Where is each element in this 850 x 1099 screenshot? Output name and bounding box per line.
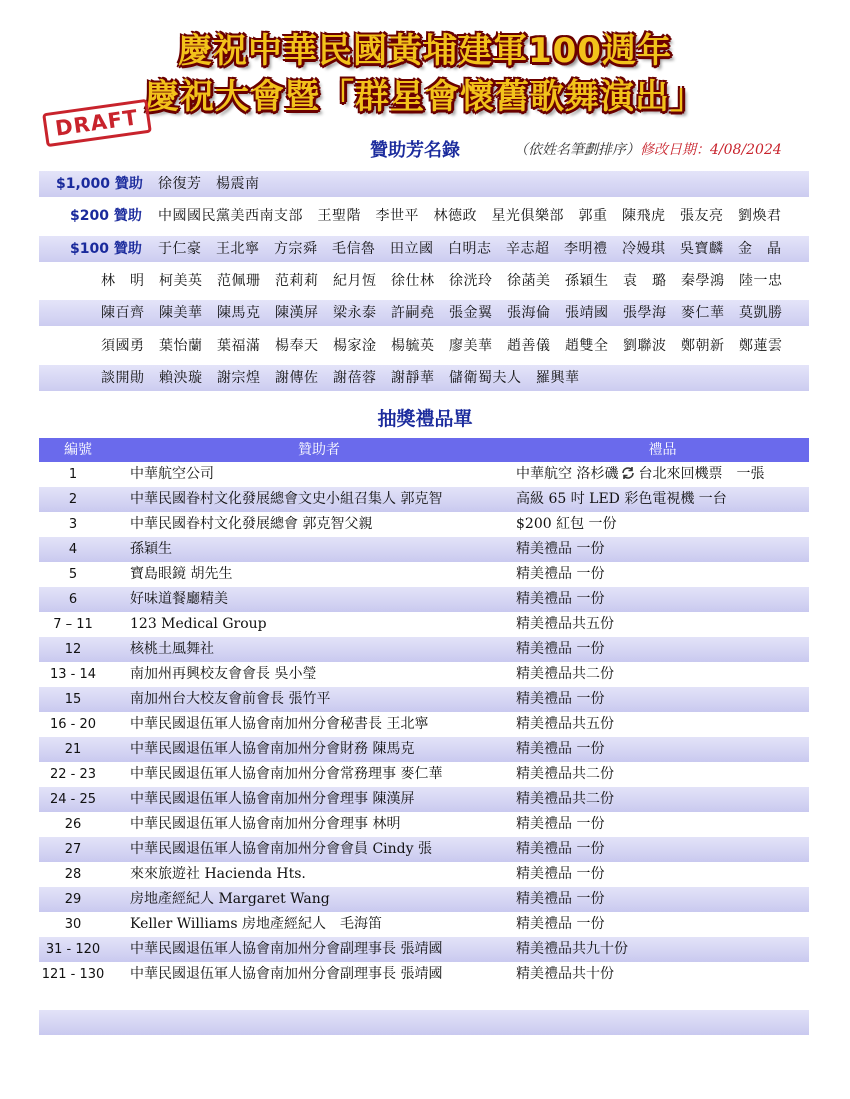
sponsor-tier-row bbox=[39, 203, 809, 229]
column-gift: 禮品 bbox=[648, 442, 677, 458]
table-row bbox=[39, 662, 809, 687]
table-row bbox=[39, 512, 809, 537]
prize-sponsor: 來來旅遊社 Hacienda Hts. bbox=[130, 866, 306, 882]
prize-number: 29 bbox=[64, 892, 82, 907]
prize-sponsor: 孫穎生 bbox=[130, 541, 172, 557]
prize-number: 2 bbox=[68, 492, 78, 507]
table-row bbox=[39, 612, 809, 637]
prize-number: 30 bbox=[64, 917, 82, 932]
prize-gift: 精美禮品 一份 bbox=[516, 566, 605, 582]
sponsor-tier-row bbox=[39, 171, 809, 197]
prize-number: 1 bbox=[68, 467, 78, 482]
table-row bbox=[39, 937, 809, 962]
table-row bbox=[39, 537, 809, 562]
tier-names: 徐復芳 楊震南 bbox=[158, 176, 260, 192]
prize-number: 21 bbox=[64, 742, 82, 757]
prize-gift: 精美禮品 一份 bbox=[516, 916, 605, 932]
prize-sponsor: 核桃土風舞社 bbox=[130, 641, 214, 657]
sponsor-list-heading: 贊助芳名錄 bbox=[370, 140, 460, 161]
prize-number: 27 bbox=[64, 842, 82, 857]
prize-gift: 精美禮品 一份 bbox=[516, 816, 605, 832]
prize-number: 12 bbox=[64, 642, 82, 657]
prize-number: 16 - 20 bbox=[49, 717, 97, 732]
tier-label: $200 贊助 bbox=[70, 208, 142, 224]
prize-sponsor: 中華民國退伍軍人協會南加州分會理事 林明 bbox=[130, 816, 401, 832]
prize-gift: 精美禮品 一份 bbox=[516, 741, 605, 757]
prize-sponsor: 中華民國眷村文化發展總會文史小組召集人 郭克智 bbox=[130, 491, 443, 507]
prize-number: 13 - 14 bbox=[49, 667, 97, 682]
prize-gift: 精美禮品共五份 bbox=[516, 716, 614, 732]
prize-gift: 精美禮品共五份 bbox=[516, 616, 614, 632]
table-row bbox=[39, 562, 809, 587]
sponsor-names-row bbox=[39, 268, 809, 294]
prize-number: 26 bbox=[64, 817, 82, 832]
prize-sponsor: 中華民國退伍軍人協會南加州分會財務 陳馬克 bbox=[130, 741, 415, 757]
prize-gift: 精美禮品共二份 bbox=[516, 791, 614, 807]
prize-sponsor: 中華民國退伍軍人協會南加州分會副理事長 張靖國 bbox=[130, 941, 443, 957]
modified-date: 修改日期：4/08/2024 bbox=[640, 142, 782, 158]
prize-number: 5 bbox=[68, 567, 78, 582]
prize-gift: 精美禮品 一份 bbox=[516, 591, 605, 607]
table-row bbox=[39, 887, 809, 912]
prize-gift: 精美禮品共二份 bbox=[516, 666, 614, 682]
prize-sponsor: 中華民國退伍軍人協會南加州分會副理事長 張靖國 bbox=[130, 966, 443, 982]
prize-sponsor: 房地產經紀人 Margaret Wang bbox=[130, 891, 330, 907]
column-number: 編號 bbox=[64, 442, 92, 458]
prize-gift: 精美禮品共九十份 bbox=[516, 941, 628, 957]
prize-gift: 精美禮品 一份 bbox=[516, 641, 605, 657]
prize-table-header bbox=[39, 438, 809, 462]
prize-number: 28 bbox=[64, 867, 82, 882]
table-row bbox=[39, 687, 809, 712]
sort-note-text: （依姓名筆劃排序） bbox=[514, 142, 640, 158]
prize-number: 24 - 25 bbox=[49, 792, 97, 807]
prize-gift: 精美禮品 一份 bbox=[516, 541, 605, 557]
tier-names: 中國國民黨美西南支部 王聖階 李世平 林德政 星光俱樂部 郭重 陳飛虎 張友亮 劉煥君 bbox=[158, 208, 782, 224]
sponsor-names-row bbox=[39, 333, 809, 359]
title-line-2: 慶祝大會暨「群星會懷舊歌舞演出」 bbox=[145, 77, 705, 117]
prize-number: 4 bbox=[68, 542, 78, 557]
prize-gift: $200 紅包 一份 bbox=[516, 516, 617, 532]
prize-sponsor: 中華民國退伍軍人協會南加州分會常務理事 麥仁華 bbox=[130, 766, 443, 782]
table-row bbox=[39, 587, 809, 612]
prize-sponsor: 南加州台大校友會前會長 張竹平 bbox=[130, 691, 331, 707]
table-footer-bar bbox=[39, 1010, 809, 1035]
prize-gift: 高級 65 吋 LED 彩色電視機 一台 bbox=[516, 491, 727, 507]
table-row bbox=[39, 962, 809, 987]
prize-number: 31 - 120 bbox=[45, 942, 101, 957]
prize-table bbox=[39, 438, 809, 987]
prize-gift: 精美禮品 一份 bbox=[516, 866, 605, 882]
tier-names: 須國勇 葉怡蘭 葉福滿 楊奉天 楊家淦 楊毓英 廖美華 趙善儀 趙雙全 劉聯波 鄭朝新 鄭蓮雲 bbox=[101, 338, 783, 354]
table-row bbox=[39, 812, 809, 837]
prize-gift: 精美禮品共十份 bbox=[516, 966, 614, 982]
tier-names: 陳百齊 陳美華 陳馬克 陳漢屏 梁永泰 許嗣堯 張金翼 張海倫 張靖國 張學海 麥仁華 莫凱勝 bbox=[101, 305, 783, 321]
prize-number: 121 - 130 bbox=[41, 967, 105, 982]
prize-sponsor: 南加州再興校友會會長 吳小瑩 bbox=[130, 666, 317, 682]
tier-names: 林 明 柯美英 范佩珊 范莉莉 紀月恆 徐仕林 徐洸玲 徐菡美 孫穎生 袁 璐 秦學鴻 陸一忠 bbox=[101, 273, 783, 289]
prize-gift: 精美禮品 一份 bbox=[516, 891, 605, 907]
table-row bbox=[39, 862, 809, 887]
prize-sponsor: 中華民國退伍軍人協會南加州分會會員 Cindy 張 bbox=[130, 841, 432, 857]
prize-number: 7 – 11 bbox=[53, 617, 93, 632]
prize-number: 15 bbox=[64, 692, 82, 707]
sponsor-names-row bbox=[39, 365, 809, 391]
prize-gift: 精美禮品共二份 bbox=[516, 766, 614, 782]
prize-gift: 精美禮品 一份 bbox=[516, 841, 605, 857]
prize-sponsor: 好味道餐廳精美 bbox=[130, 591, 228, 607]
prize-sponsor: 中華民國退伍軍人協會南加州分會秘書長 王北寧 bbox=[130, 716, 429, 732]
sponsor-names-row bbox=[39, 300, 809, 326]
table-row bbox=[39, 912, 809, 937]
tier-names: 于仁豪 王北寧 方宗舜 毛信魯 田立國 白明志 辛志超 李明禮 冷嫚琪 吳寶麟 金 晶 bbox=[158, 241, 782, 257]
table-row bbox=[39, 762, 809, 787]
prize-sponsor: 中華民國退伍軍人協會南加州分會理事 陳漢屏 bbox=[130, 791, 415, 807]
draft-stamp: DRAFT bbox=[42, 99, 151, 147]
sponsor-tier-row bbox=[39, 236, 809, 262]
prize-sponsor: 寶島眼鏡 胡先生 bbox=[130, 566, 233, 582]
title-line-1: 慶祝中華民國黃埔建軍100週年 bbox=[178, 31, 672, 71]
table-row bbox=[39, 637, 809, 662]
prize-number: 22 - 23 bbox=[49, 767, 97, 782]
table-row bbox=[39, 462, 809, 487]
table-row bbox=[39, 837, 809, 862]
prize-gift: 中華航空 洛杉磯 台北來回機票 一張 bbox=[516, 466, 765, 482]
table-row bbox=[39, 737, 809, 762]
prize-sponsor: Keller Williams 房地產經紀人 毛海笛 bbox=[130, 916, 383, 932]
prize-sponsor: 中華民國眷村文化發展總會 郭克智父親 bbox=[130, 516, 373, 532]
prize-number: 6 bbox=[68, 592, 78, 607]
tier-names: 談開勛 賴泱璇 謝宗煌 謝傳佐 謝蓓蓉 謝靜華 儲衛蜀夫人 羅興華 bbox=[101, 370, 580, 386]
prize-sponsor: 123 Medical Group bbox=[130, 616, 267, 632]
table-row bbox=[39, 787, 809, 812]
prize-list-heading: 抽獎禮品單 bbox=[377, 408, 473, 430]
table-row bbox=[39, 487, 809, 512]
column-sponsor: 贊助者 bbox=[298, 442, 340, 458]
sort-note bbox=[514, 139, 782, 159]
prize-number: 3 bbox=[68, 517, 78, 532]
tier-label: $1,000 贊助 bbox=[56, 176, 143, 192]
prize-sponsor: 中華航空公司 bbox=[130, 466, 214, 482]
table-row bbox=[39, 712, 809, 737]
round-trip-icon bbox=[620, 465, 636, 481]
prize-gift: 精美禮品 一份 bbox=[516, 691, 605, 707]
tier-label: $100 贊助 bbox=[70, 241, 142, 257]
